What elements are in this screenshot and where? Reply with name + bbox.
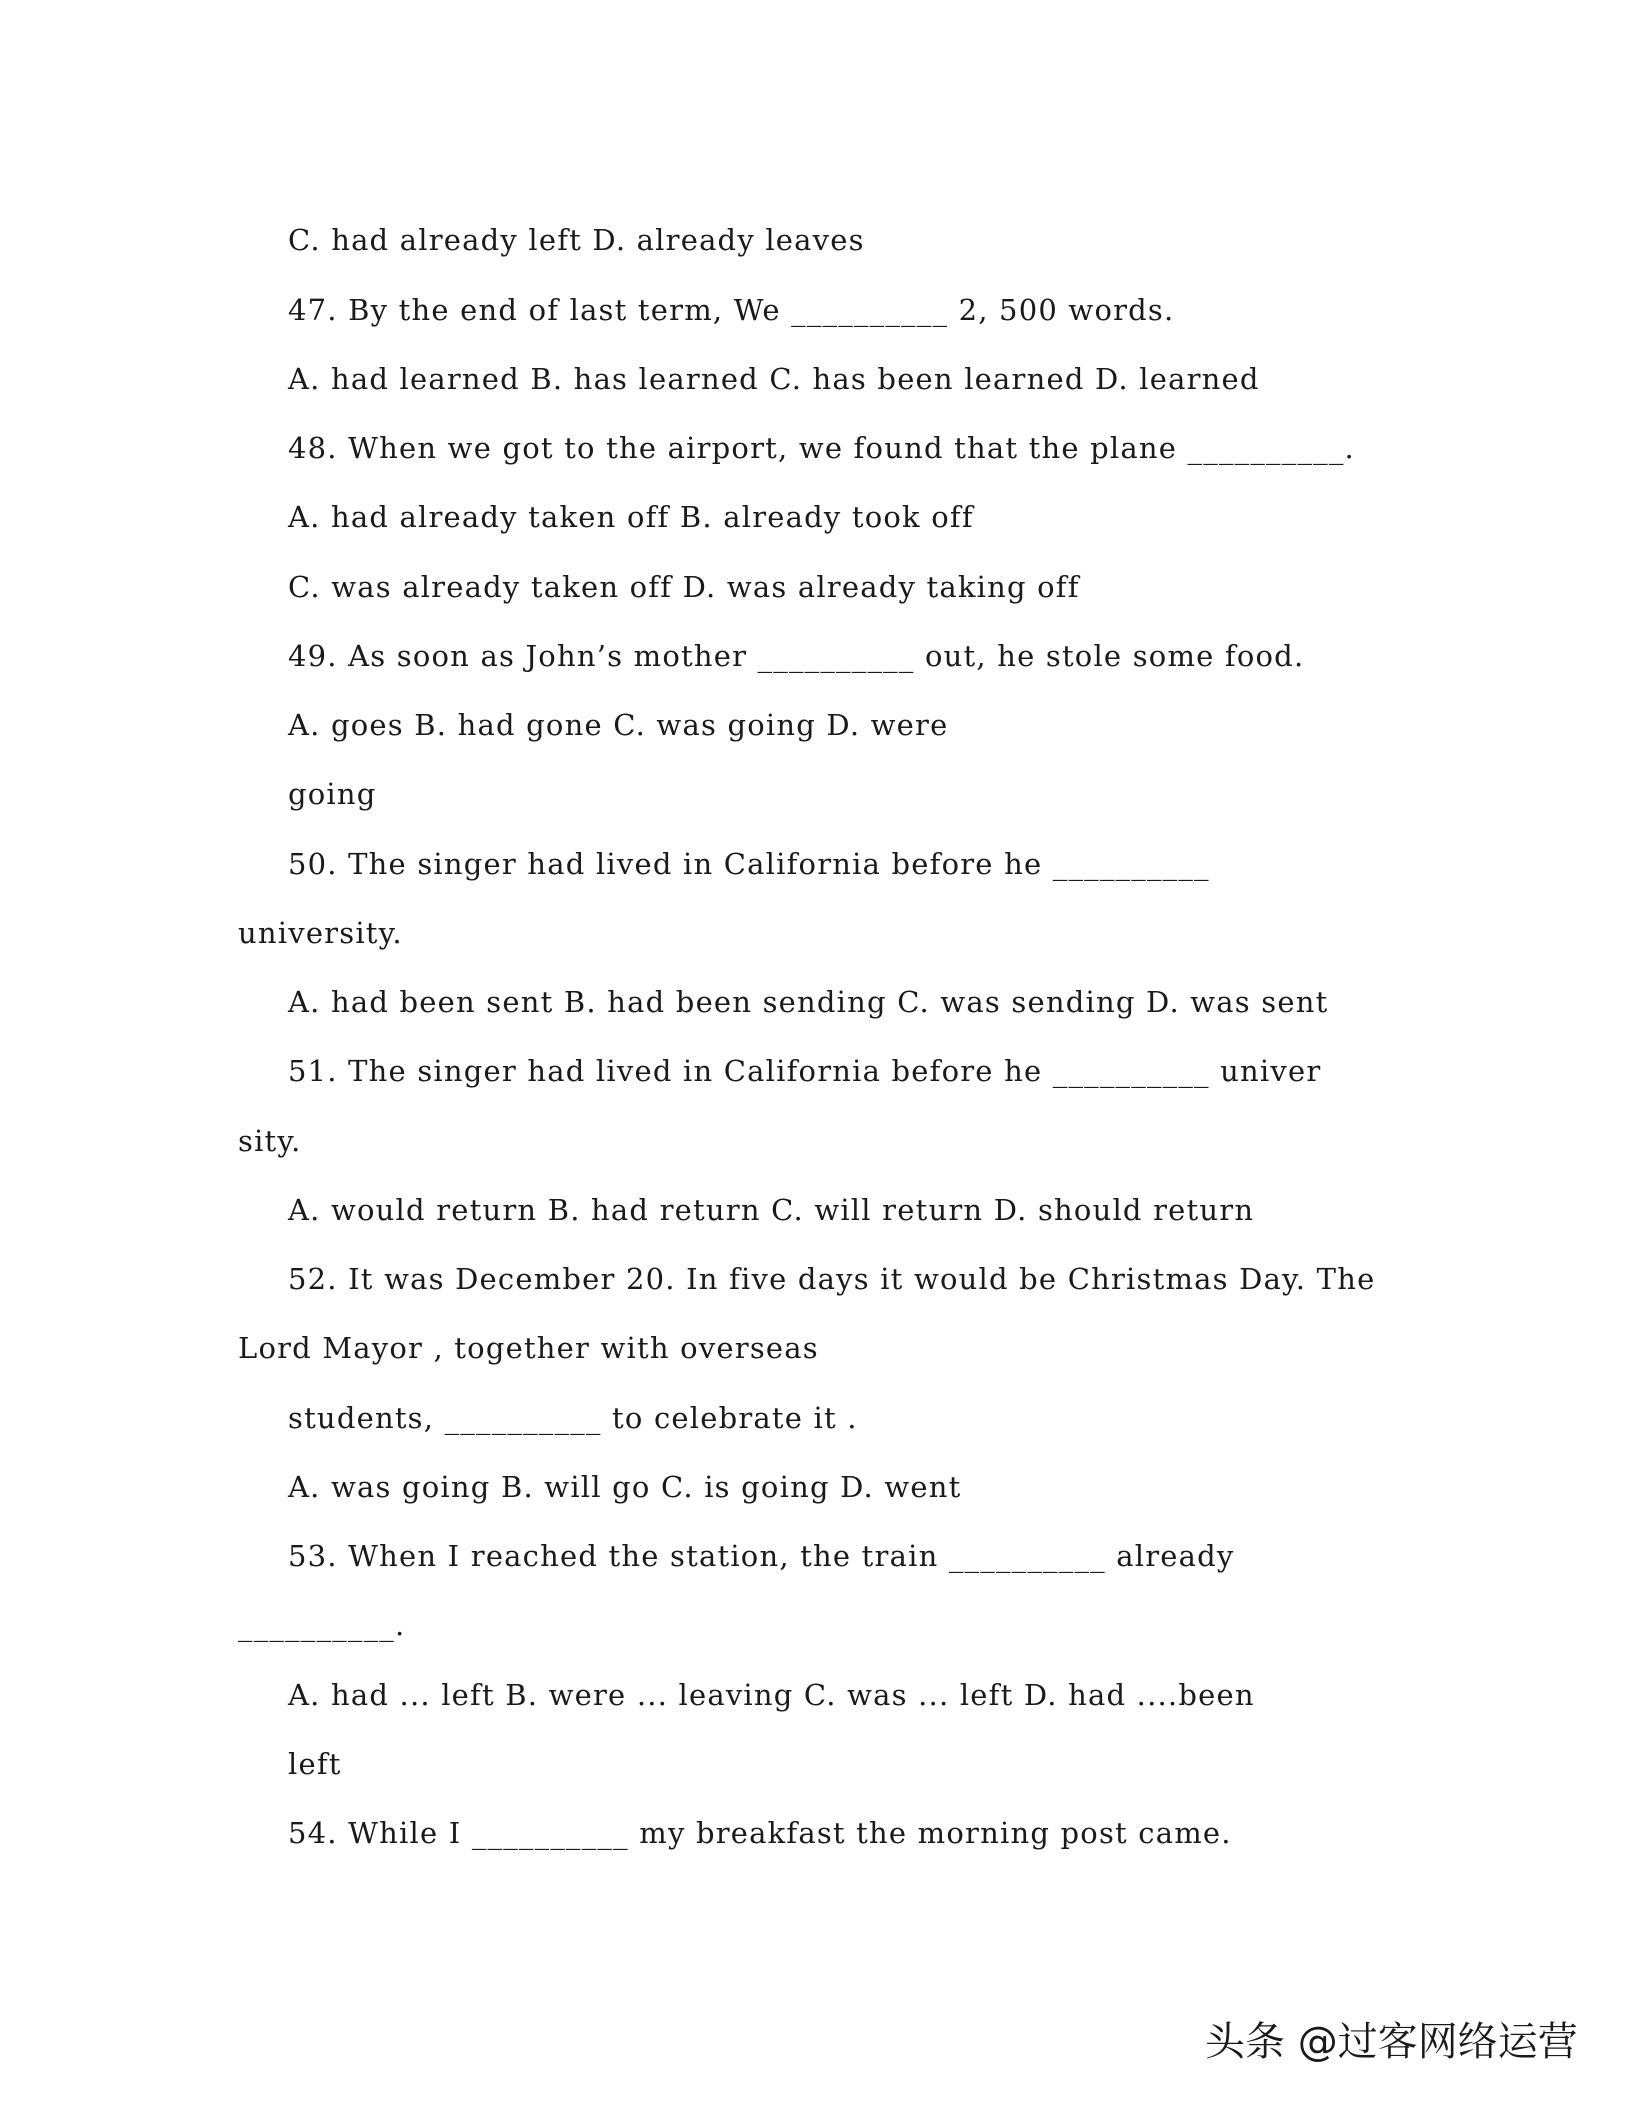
options-53: A. had ... left B. were ... leaving C. was ... left D. had ....been bbox=[288, 1678, 1255, 1712]
question-49: 49. As soon as John’s mother __________ out, he stole some food. bbox=[288, 639, 1305, 673]
question-48: 48. When we got to the airport, we found that the plane __________. bbox=[288, 431, 1355, 465]
options-50: A. had been sent B. had been sending C. was sending D. was sent bbox=[288, 985, 1329, 1019]
options-49-continued: going bbox=[288, 777, 377, 811]
question-51: 51. The singer had lived in California before he __________ univer bbox=[288, 1054, 1322, 1088]
question-53-continued: __________. bbox=[238, 1608, 406, 1642]
question-50-continued: university. bbox=[238, 916, 403, 950]
question-52-continued: Lord Mayor , together with overseas bbox=[238, 1331, 819, 1365]
options-52: A. was going B. will go C. is going D. went bbox=[288, 1470, 962, 1504]
watermark: 头条 @过客网络运营 bbox=[1205, 2019, 1578, 2065]
question-52-continued-2: students, __________ to celebrate it . bbox=[288, 1401, 858, 1435]
question-54: 54. While I __________ my breakfast the morning post came. bbox=[288, 1816, 1232, 1850]
question-50: 50. The singer had lived in California before he __________ bbox=[288, 847, 1210, 881]
question-53: 53. When I reached the station, the train __________ already bbox=[288, 1539, 1235, 1573]
question-51-continued: sity. bbox=[238, 1124, 302, 1158]
options-47: A. had learned B. has learned C. has been learned D. learned bbox=[288, 362, 1260, 396]
options-53-continued: left bbox=[288, 1747, 342, 1781]
question-47: 47. By the end of last term, We __________ 2, 500 words. bbox=[288, 293, 1175, 327]
options-48-cd: C. was already taken off D. was already taking off bbox=[288, 570, 1080, 604]
question-52: 52. It was December 20. In five days it would be Christmas Day. The bbox=[288, 1262, 1376, 1296]
options-48-ab: A. had already taken off B. already took off bbox=[288, 500, 974, 534]
options-51: A. would return B. had return C. will return D. should return bbox=[288, 1193, 1255, 1227]
text-line: C. had already left D. already leaves bbox=[288, 223, 865, 257]
options-49: A. goes B. had gone C. was going D. were bbox=[288, 708, 949, 742]
